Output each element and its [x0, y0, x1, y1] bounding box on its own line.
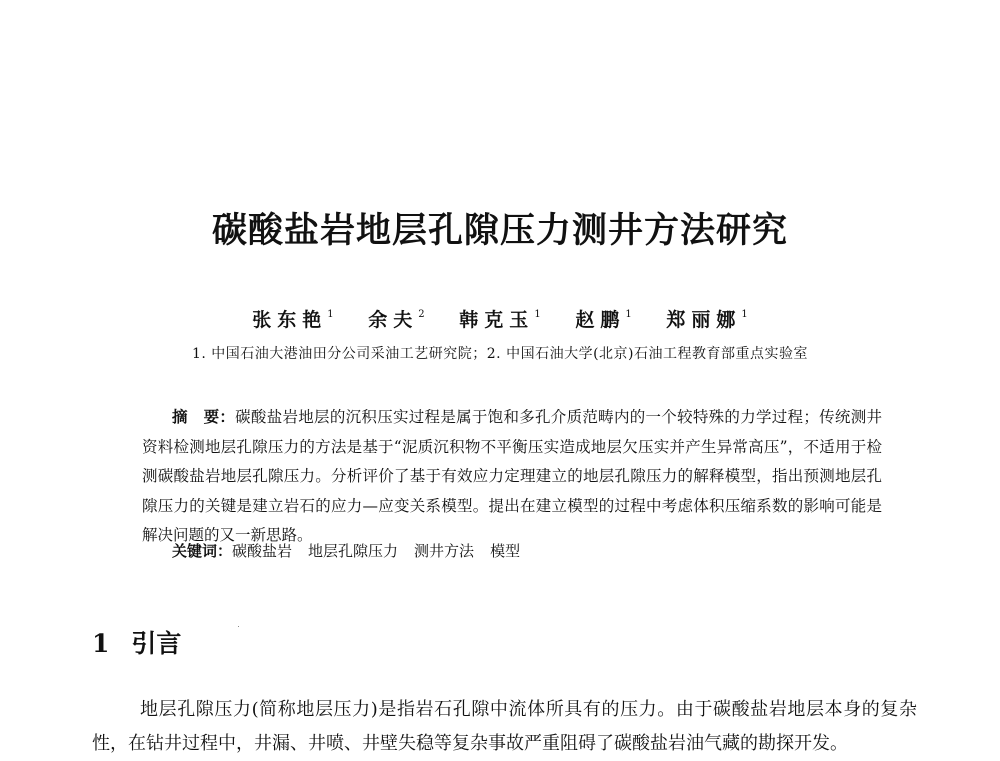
author-affil-mark: 1	[534, 309, 541, 320]
author	[459, 309, 540, 331]
author-name: 余夫	[368, 309, 419, 331]
keyword: 地层孔隙压力	[308, 542, 399, 560]
author-name: 赵鹏	[575, 309, 626, 331]
author-name: 郑丽娜	[666, 309, 742, 331]
keyword: 模型	[490, 542, 521, 560]
body-paragraph: 地层孔隙压力(简称地层压力)是指岩石孔隙中流体所具有的压力。由于碳酸盐岩地层本身的复杂性，在钻井过程中，井漏、井喷、井壁失稳等复杂事故严重阻碍了碳酸盐岩油气藏的勘探开发。	[92, 699, 917, 754]
author	[252, 309, 333, 331]
paper-title: 碳酸盐岩地层孔隙压力测井方法研究	[211, 210, 788, 251]
keyword: 测井方法	[414, 542, 475, 560]
author-affil-mark: 2	[418, 309, 425, 320]
keywords-label: 关键词：	[172, 542, 233, 560]
keyword: 碳酸盐岩	[232, 542, 293, 560]
abstract-text: 碳酸盐岩地层的沉积压实过程是属于饱和多孔介质范畴内的一个较特殊的力学过程；传统测井资料检测地层孔隙压力的方法是基于“泥质沉积物不平衡压实造成地层欠压实并产生异常高压”，不适用于检测碳酸盐岩地层孔隙压力。分析评价了基于有效应力定理建立的地层孔隙压力的解释模型，指出预测地层孔隙压力的关键是建立岩石的应力—应变关系模型。提出在建立模型的过程中考虑体积压缩系数的影响可能是解决问题的又一新思路。	[142, 408, 882, 544]
keywords	[172, 540, 536, 561]
author-affil-mark: 1	[741, 309, 748, 320]
section-title: 引言	[131, 629, 182, 658]
author-name: 韩克玉	[459, 309, 535, 331]
abstract-label: 摘 要：	[172, 407, 236, 426]
scan-speck	[238, 626, 239, 627]
author-name: 张东艳	[252, 309, 328, 331]
author	[368, 309, 424, 331]
section-heading	[92, 624, 181, 660]
author-list	[0, 305, 1000, 332]
abstract	[142, 402, 882, 551]
author	[575, 309, 631, 331]
affiliations: 1. 中国石油大港油田分公司采油工艺研究院；2. 中国石油大学(北京)石油工程教育部重点实验室	[191, 346, 809, 362]
author	[666, 309, 747, 331]
author-affil-mark: 1	[327, 309, 334, 320]
author-affil-mark: 1	[625, 309, 632, 320]
section-number: 1	[92, 629, 110, 658]
